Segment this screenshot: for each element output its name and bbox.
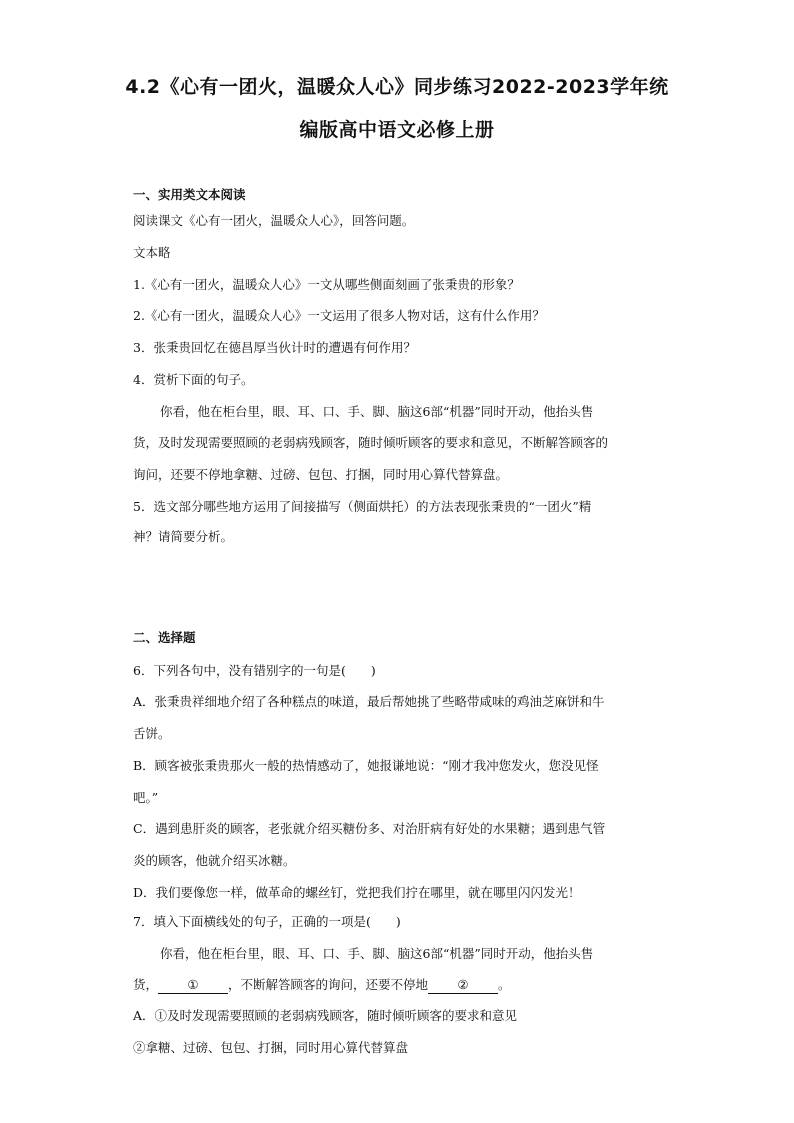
question-5-line: 神？请简要分析。 [133,529,234,544]
q7-option-a-cont: ②拿糖、过磅、包包、打捆，同时用心算代替算盘 [133,1040,409,1055]
quote-line: 货，及时发现需要照顾的老弱病残顾客，随时倾听顾客的要求和意见，不断解答顾客的 [133,435,609,450]
q7-option-a: A．①及时发现需要照顾的老弱病残顾客，随时倾听顾客的要求和意见 [133,1008,518,1023]
blank-1: ① [158,977,228,994]
q7-quote-line: 你看，他在柜台里，眼、耳、口、手、脚、脑这6部“机器”同时开动，他抬头售 [160,946,594,961]
reading-instruction: 阅读课文《心有一团火，温暖众人心》，回答问题。 [133,213,415,228]
document-title-line-1: 4.2《心有一团火，温暖众人心》同步练习2022-2023学年统 [125,76,669,98]
blank-2: ② [428,977,498,994]
section-heading-reading: 一、实用类文本阅读 [133,187,246,202]
q6-option-b: B．顾客被张秉贵那火一般的热情感动了，她报谦地说：“刚才我冲您发火，您没见怪 [133,758,599,773]
q7-quote-middle: ，不断解答顾客的询问，还要不停地 [228,977,429,992]
q6-option-a-cont: 舌饼。 [133,726,171,741]
quote-line: 你看，他在柜台里，眼、耳、口、手、脚、脑这6部“机器”同时开动，他抬头售 [160,404,594,419]
question-3: 3．张秉贵回忆在德昌厚当伙计时的遭遇有何作用？ [133,340,416,355]
question-2: 2.《心有一团火，温暖众人心》一文运用了很多人物对话，这有什么作用？ [133,308,545,323]
question-5-line: 5．选文部分哪些地方运用了间接描写（侧面烘托）的方法表现张秉贵的“一团火”精 [133,499,592,514]
q7-quote-suffix: 。 [498,977,511,992]
q7-quote-line-with-blanks [133,976,673,994]
section-heading-choice: 二、选择题 [133,630,196,645]
question-6: 6．下列各句中，没有错别字的一句是( ) [133,663,376,678]
text-omitted-note: 文本略 [133,245,171,260]
document-title-line-2: 编版高中语文必修上册 [299,119,495,141]
q6-option-c: C．遇到患肝炎的顾客，老张就介绍买糖份多、对治肝病有好处的水果糖；遇到患气管 [133,821,606,836]
question-1: 1.《心有一团火，温暖众人心》一文从哪些侧面刻画了张秉贵的形象？ [133,277,520,292]
q6-option-b-cont: 吧。” [133,790,159,805]
q6-option-d: D．我们要像您一样，做革命的螺丝钉，党把我们拧在哪里，就在哪里闪闪发光！ [133,885,581,900]
q6-option-a: A．张秉贵祥细地介绍了各种糕点的味道，最后帮她挑了些略带咸味的鸡油芝麻饼和牛 [133,694,605,709]
question-4: 4．赏析下面的句子。 [133,372,254,387]
q7-quote-prefix: 货， [133,977,159,992]
question-7: 7．填入下面横线处的句子，正确的一项是( ) [133,914,401,929]
quote-line: 询问，还要不停地拿糖、过磅、包包、打捆，同时用心算代替算盘。 [133,467,509,482]
q6-option-c-cont: 炎的顾客，他就介绍买冰糖。 [133,853,296,868]
